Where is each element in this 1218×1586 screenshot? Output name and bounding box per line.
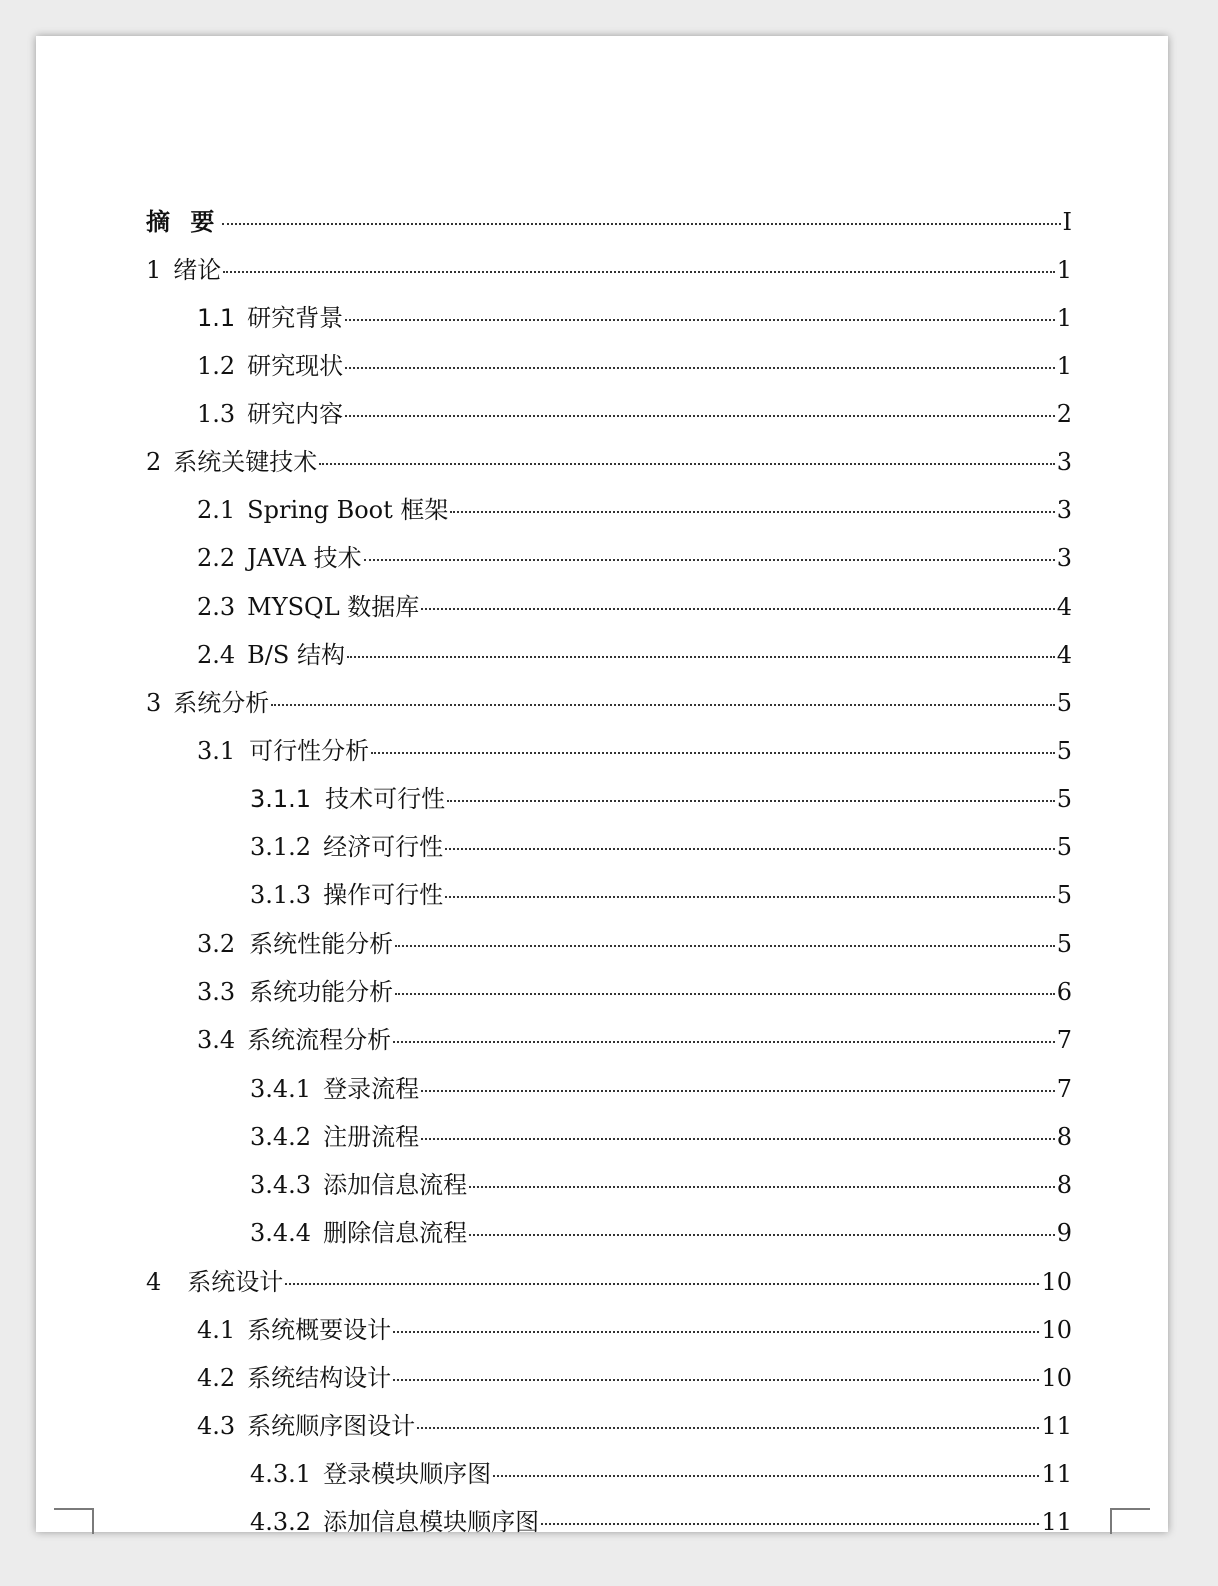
toc-entry-number: 2 xyxy=(146,448,162,476)
dot-leader xyxy=(541,1523,1039,1525)
toc-entry-page: 2 xyxy=(1056,400,1072,428)
toc-entry-page: 5 xyxy=(1056,689,1072,717)
toc-entry-4-3[interactable] xyxy=(197,1406,1072,1441)
toc-entry-number: 2.1 xyxy=(197,496,236,524)
toc-entry-label: 系统关键技术 xyxy=(173,448,318,476)
toc-entry-label: 技术可行性 xyxy=(325,785,446,813)
dot-leader xyxy=(223,271,1054,273)
dot-leader xyxy=(417,1427,1039,1429)
toc-entry-page: 3 xyxy=(1056,544,1072,572)
toc-entry-label: 摘 要 xyxy=(146,208,221,236)
dot-leader xyxy=(371,752,1055,754)
toc-entry-label: 系统顺序图设计 xyxy=(247,1412,416,1440)
dot-leader xyxy=(285,1283,1039,1285)
toc-entry-label: JAVA 技术 xyxy=(247,544,362,572)
toc-entry-number: 4.3.2 xyxy=(250,1508,312,1536)
toc-entry-1-2[interactable] xyxy=(197,346,1072,381)
dot-leader xyxy=(447,800,1055,802)
dot-leader xyxy=(393,1331,1039,1333)
dot-leader xyxy=(222,223,1060,225)
dot-leader xyxy=(493,1475,1039,1477)
dot-leader xyxy=(469,1234,1055,1236)
toc-entry-number: 3.1.1 xyxy=(250,785,312,813)
toc-entry-label: B/S 结构 xyxy=(247,641,345,669)
toc-entry-label: 系统分析 xyxy=(173,689,270,717)
toc-entry-page: 5 xyxy=(1056,930,1072,958)
toc-entry-page: 11 xyxy=(1041,1460,1072,1488)
toc-entry-page: 6 xyxy=(1056,978,1072,1006)
toc-entry-3-2[interactable] xyxy=(197,924,1072,959)
toc-entry-3-4[interactable] xyxy=(197,1020,1072,1055)
toc-entry-number: 4.1 xyxy=(197,1316,236,1344)
toc-entry-page: 1 xyxy=(1056,256,1072,284)
toc-entry-page: 3 xyxy=(1056,496,1072,524)
toc-entry-number: 2.4 xyxy=(197,641,236,669)
toc-entry-page: 7 xyxy=(1056,1075,1072,1103)
toc-entry-number: 4 xyxy=(146,1268,162,1296)
toc-entry-page: 5 xyxy=(1056,881,1072,909)
toc-entry-label: 研究现状 xyxy=(247,352,344,380)
toc-entry-1-3[interactable] xyxy=(197,394,1072,429)
toc-entry-3-4-4[interactable] xyxy=(250,1213,1072,1248)
dot-leader xyxy=(347,656,1055,658)
toc-entry-page: 8 xyxy=(1056,1123,1072,1151)
dot-leader xyxy=(469,1186,1055,1188)
toc-entry-1[interactable] xyxy=(146,250,1072,285)
toc-entry-page: 10 xyxy=(1041,1268,1072,1296)
toc-entry-page: 3 xyxy=(1056,448,1072,476)
toc-entry-number: 2.2 xyxy=(197,544,236,572)
toc-entry-page: 4 xyxy=(1056,593,1072,621)
toc-entry-label: 登录流程 xyxy=(323,1075,420,1103)
dot-leader xyxy=(345,367,1055,369)
toc-entry-number: 1 xyxy=(146,256,162,284)
toc-entry-number: 3 xyxy=(146,689,162,717)
toc-entry-3-1-2[interactable] xyxy=(250,827,1072,862)
toc-entry-label: 添加信息流程 xyxy=(323,1171,468,1199)
toc-entry-label: 研究内容 xyxy=(247,400,344,428)
toc-entry-number: 3.4.4 xyxy=(250,1219,312,1247)
toc-entry-page: 5 xyxy=(1056,737,1072,765)
dot-leader xyxy=(345,415,1055,417)
dot-leader xyxy=(421,1138,1055,1140)
toc-entry-number: 1.1 xyxy=(197,304,236,332)
toc-entry-label: 添加信息模块顺序图 xyxy=(323,1508,540,1536)
table-of-contents xyxy=(36,36,1168,1536)
toc-entry-page: 1 xyxy=(1056,352,1072,380)
toc-entry-number: 4.3 xyxy=(197,1412,236,1440)
dot-leader xyxy=(445,896,1055,898)
toc-entry-4-3-1[interactable] xyxy=(250,1454,1072,1489)
toc-entry-label: 系统性能分析 xyxy=(249,930,394,958)
dot-leader xyxy=(393,1041,1055,1043)
dot-leader xyxy=(364,559,1055,561)
toc-entry-3-4-3[interactable] xyxy=(250,1165,1072,1200)
toc-entry-2-1[interactable] xyxy=(197,490,1072,525)
dot-leader xyxy=(393,1379,1039,1381)
toc-entry-label: 系统概要设计 xyxy=(247,1316,392,1344)
toc-entry-number: 3.2 xyxy=(197,930,236,958)
toc-entry-page: 5 xyxy=(1056,785,1072,813)
toc-entry-page: 10 xyxy=(1041,1364,1072,1392)
toc-entry-3-4-1[interactable] xyxy=(250,1069,1072,1104)
crop-mark-bottom-right xyxy=(1110,1508,1150,1534)
dot-leader xyxy=(421,1090,1055,1092)
toc-entry-4-2[interactable] xyxy=(197,1358,1072,1393)
dot-leader xyxy=(271,704,1054,706)
dot-leader xyxy=(395,993,1055,995)
toc-entry-label: MYSQL 数据库 xyxy=(247,593,420,621)
toc-entry-page: 7 xyxy=(1056,1026,1072,1054)
toc-entry-3[interactable] xyxy=(146,683,1072,718)
toc-entry-page: 5 xyxy=(1056,833,1072,861)
dot-leader xyxy=(319,463,1054,465)
toc-entry-4-1[interactable] xyxy=(197,1310,1072,1345)
toc-entry-number: 3.3 xyxy=(197,978,236,1006)
toc-entry-label: 系统功能分析 xyxy=(249,978,394,1006)
toc-entry-page: 9 xyxy=(1056,1219,1072,1247)
toc-entry-number: 3.4.3 xyxy=(250,1171,312,1199)
toc-entry-label: 经济可行性 xyxy=(323,833,444,861)
toc-entry-3-3[interactable] xyxy=(197,972,1072,1007)
dot-leader xyxy=(450,511,1054,513)
toc-entry-3-4-2[interactable] xyxy=(250,1117,1072,1152)
toc-entry-number: 3.1.2 xyxy=(250,833,312,861)
toc-entry-label: 研究背景 xyxy=(247,304,344,332)
toc-entry-number: 2.3 xyxy=(197,593,236,621)
toc-entry-label: 系统流程分析 xyxy=(247,1026,392,1054)
toc-entry-2[interactable] xyxy=(146,442,1072,477)
toc-entry-1-1[interactable] xyxy=(197,298,1072,333)
toc-entry-page: 4 xyxy=(1056,641,1072,669)
toc-entry-3-1[interactable] xyxy=(197,731,1072,766)
toc-entry-number: 4.3.1 xyxy=(250,1460,312,1488)
toc-entry-label: 可行性分析 xyxy=(249,737,370,765)
dot-leader xyxy=(345,319,1055,321)
toc-entry-page: 10 xyxy=(1041,1316,1072,1344)
toc-entry-label: 绪论 xyxy=(173,256,222,284)
toc-entry-page: 1 xyxy=(1056,304,1072,332)
toc-entry-number: 1.3 xyxy=(197,400,236,428)
toc-entry-number: 3.4.1 xyxy=(250,1075,312,1103)
toc-entry-label: 系统设计 xyxy=(187,1268,284,1296)
document-page xyxy=(36,36,1168,1536)
dot-leader xyxy=(445,848,1055,850)
toc-entry-number: 3.4.2 xyxy=(250,1123,312,1151)
toc-entry-2-2[interactable] xyxy=(197,538,1072,573)
toc-entry-label: 登录模块顺序图 xyxy=(323,1460,492,1488)
toc-entry-3-1-1[interactable] xyxy=(250,779,1072,814)
toc-entry-label: Spring Boot 框架 xyxy=(247,496,449,524)
toc-entry-2-4[interactable] xyxy=(197,635,1072,670)
toc-entry-number: 3.1 xyxy=(197,737,236,765)
toc-entry-number: 1.2 xyxy=(197,352,236,380)
toc-entry-label: 系统结构设计 xyxy=(247,1364,392,1392)
toc-entry-4-3-2[interactable] xyxy=(250,1502,1072,1537)
toc-entry-number: 3.4 xyxy=(197,1026,236,1054)
toc-entry-number: 4.2 xyxy=(197,1364,236,1392)
toc-entry-abstract[interactable] xyxy=(146,202,1072,237)
toc-entry-4[interactable] xyxy=(146,1262,1072,1297)
toc-entry-page: 11 xyxy=(1041,1412,1072,1440)
toc-entry-label: 注册流程 xyxy=(323,1123,420,1151)
dot-leader xyxy=(421,608,1054,610)
toc-entry-label: 操作可行性 xyxy=(323,881,444,909)
toc-entry-label: 删除信息流程 xyxy=(323,1219,468,1247)
toc-entry-page: 8 xyxy=(1056,1171,1072,1199)
toc-entry-3-1-3[interactable] xyxy=(250,875,1072,910)
toc-entry-page: 11 xyxy=(1041,1508,1072,1536)
toc-entry-page: I xyxy=(1062,208,1072,236)
toc-entry-2-3[interactable] xyxy=(197,587,1072,622)
toc-entry-number: 3.1.3 xyxy=(250,881,312,909)
dot-leader xyxy=(395,945,1055,947)
crop-mark-bottom-left xyxy=(54,1508,94,1534)
